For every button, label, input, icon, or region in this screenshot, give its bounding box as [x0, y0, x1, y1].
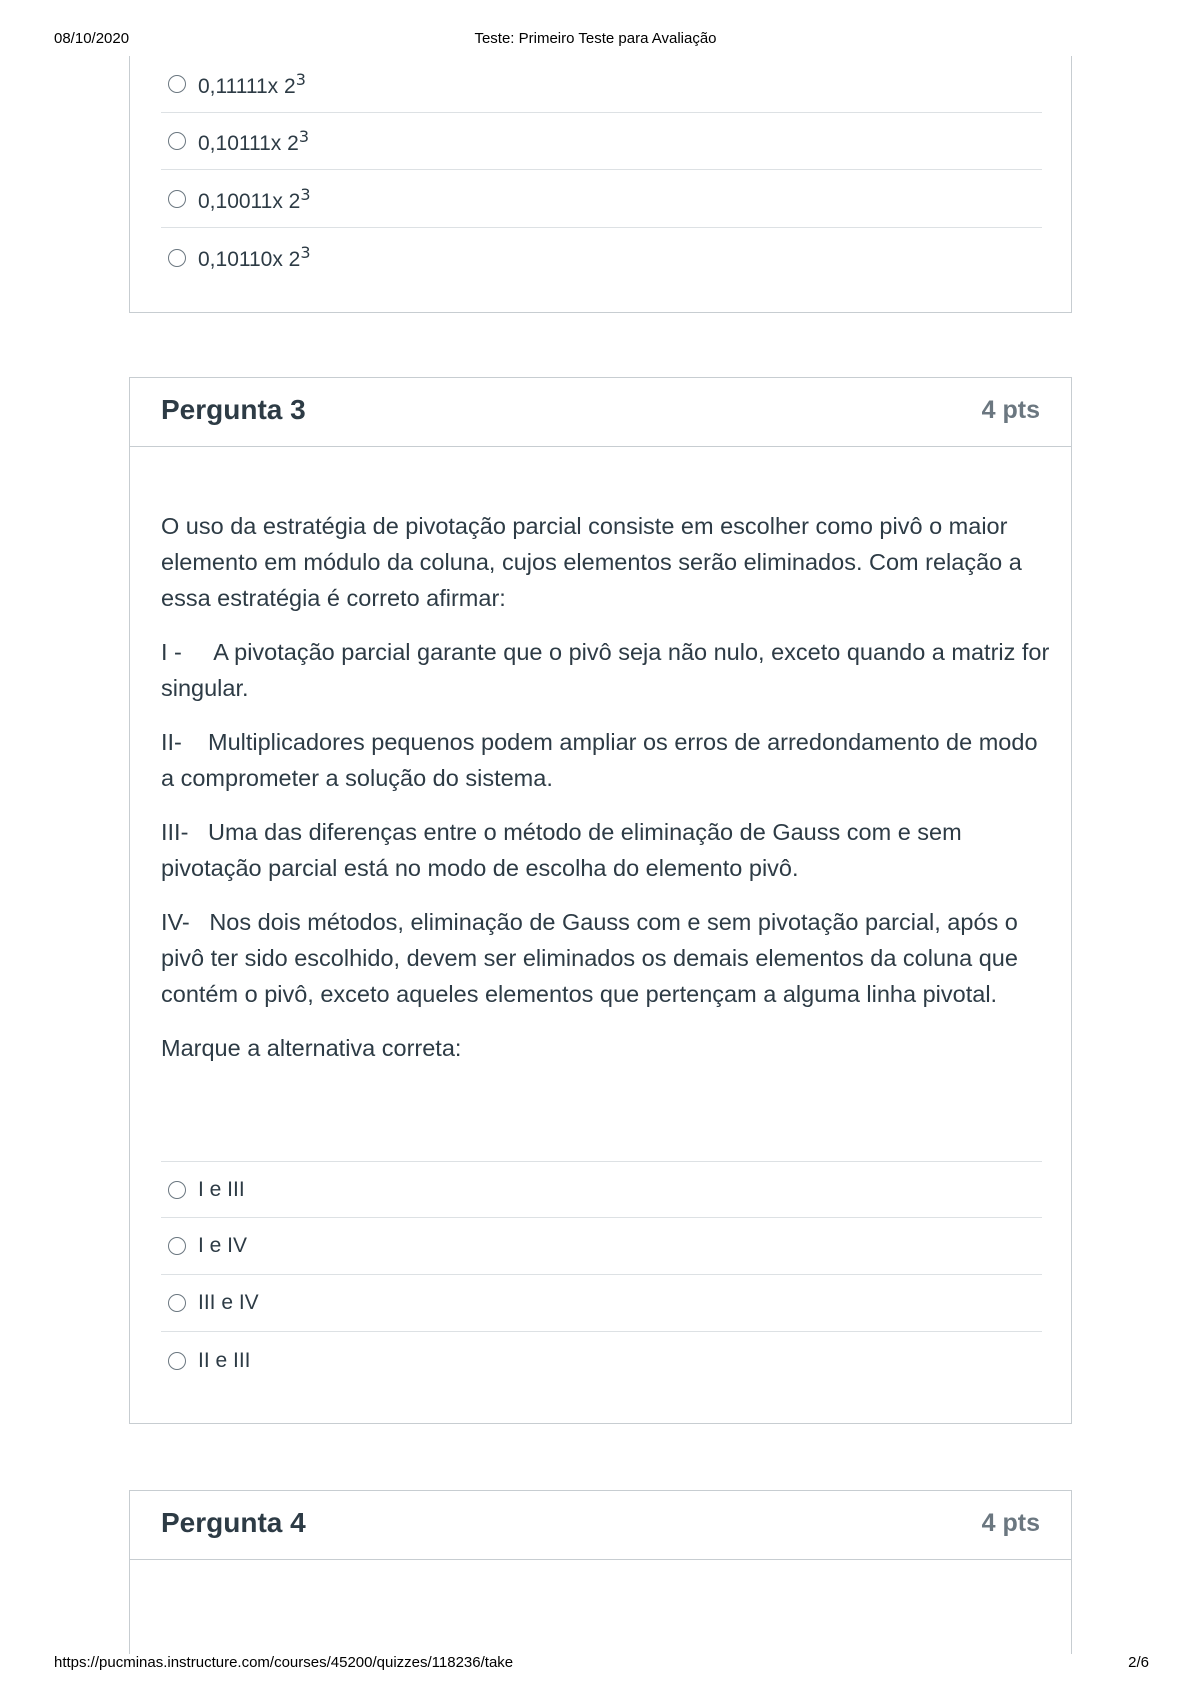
question-title: Pergunta 3 — [161, 394, 306, 425]
answer-option[interactable] — [161, 1218, 1042, 1275]
answer-option[interactable] — [161, 1275, 1042, 1332]
answer-option[interactable] — [161, 56, 1042, 113]
answer-label: 0,11111x $2^3$ — [198, 69, 306, 98]
radio-button[interactable] — [168, 1237, 186, 1255]
radio-button[interactable] — [168, 132, 186, 150]
answer-label: 0,10111x $2^3$ — [198, 126, 309, 155]
radio-button[interactable] — [168, 1181, 186, 1199]
answer-option[interactable] — [161, 171, 1042, 228]
answer-label: III e IV — [198, 1291, 259, 1314]
answer-option[interactable] — [161, 1161, 1042, 1218]
radio-button[interactable] — [168, 190, 186, 208]
question-paragraph: O uso da estratégia de pivotação parcial consiste em escolher como pivô o maior elemento em módulo da coluna, cujos elementos serão eliminados. Com relação a essa estratégia é correto afirmar: — [161, 513, 1022, 611]
statement-iii: III- Uma das diferenças entre o método de eliminação de Gauss com e sem pivotação parcial está no modo de escolha do elemento pivô. — [161, 819, 969, 881]
answer-label: 0,10110x $2^3$ — [198, 243, 311, 271]
statement-ii: II- Multiplicadores pequenos podem ampliar os erros de arredondamento de modo a comprometer a solução do sistema. — [161, 729, 1045, 791]
question-4-card — [129, 1490, 1072, 1654]
print-page-number: 2/6 — [1128, 1654, 1149, 1671]
question-header — [130, 378, 1071, 447]
answer-option[interactable] — [161, 113, 1042, 170]
answer-label: I e IV — [198, 1234, 248, 1257]
answer-label: I e III — [198, 1177, 245, 1201]
radio-button[interactable] — [168, 1294, 186, 1312]
question-title: Pergunta 4 — [161, 1507, 306, 1538]
answer-label: II e III — [198, 1348, 251, 1372]
answer-option[interactable] — [161, 229, 1042, 286]
radio-button[interactable] — [168, 75, 186, 93]
question-header — [130, 1491, 1071, 1560]
answer-option[interactable] — [161, 1332, 1042, 1389]
statement-i: I - A pivotação parcial garante que o pivô seja não nulo, exceto quando a matriz for singular. — [161, 639, 1056, 701]
question-text — [161, 508, 1056, 1084]
print-url: https://pucminas.instructure.com/courses/45200/quizzes/118236/take — [54, 1654, 514, 1671]
print-date: 08/10/2020 — [54, 30, 130, 47]
question-points: 4 pts — [981, 1509, 1040, 1537]
radio-button[interactable] — [168, 249, 186, 267]
radio-button[interactable] — [168, 1352, 186, 1370]
question-3-card — [129, 377, 1072, 1424]
question-instruction: Marque a alternativa correta: — [161, 1035, 462, 1061]
print-page-title: Teste: Primeiro Teste para Avaliação — [474, 30, 717, 47]
question-points: 4 pts — [981, 396, 1040, 424]
statement-iv: IV- Nos dois métodos, eliminação de Gauss com e sem pivotação parcial, após o pivô ter sido escolhido, devem ser eliminados os demais elementos da coluna que contém o pivô, exceto aqueles elementos que pertençam a alguma linha pivotal. — [161, 909, 1025, 1007]
question-2-card — [129, 56, 1072, 313]
answer-label: 0,10011x $2^3$ — [198, 184, 311, 213]
